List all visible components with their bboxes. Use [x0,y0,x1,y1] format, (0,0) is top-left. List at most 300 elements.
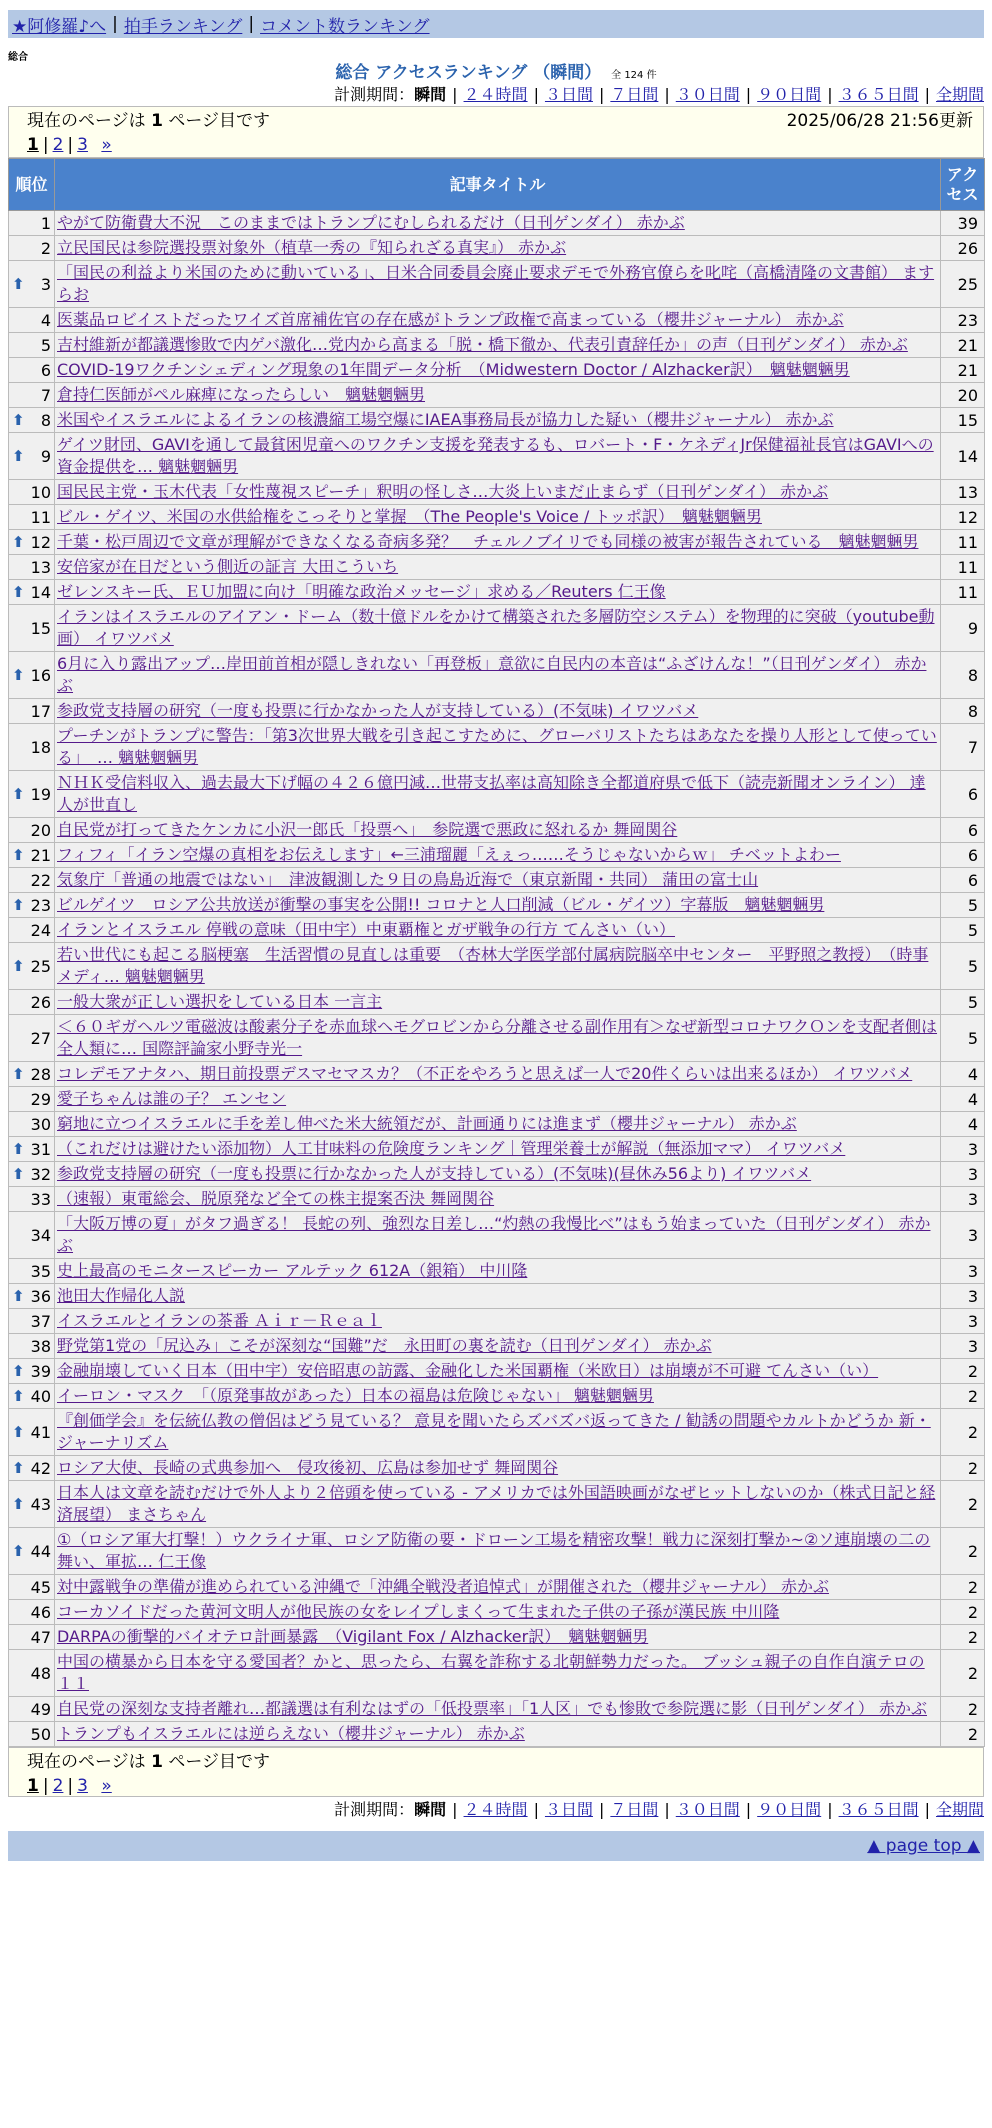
rank-up-arrow-icon: ⬆ [12,1287,25,1305]
table-row [9,1650,985,1697]
table-row [9,699,985,724]
ranking-table [8,158,985,1747]
period-separator: | [533,1800,539,1819]
rank-up-arrow-icon: ⬆ [12,957,25,975]
page-status-number: 1 [151,111,163,131]
table-row [9,893,985,918]
rank-cell [9,530,55,555]
rank-number: 46 [30,1602,51,1622]
table-row [9,261,985,308]
rank-cell [9,1162,55,1187]
period-option-link[interactable]: ７日間 [610,1800,659,1819]
access-count: 3 [941,1259,985,1284]
title-cell [55,1650,941,1697]
table-row [9,652,985,699]
pager-page-link[interactable]: 3 [77,135,88,155]
period-current: 瞬間 [414,85,447,104]
rank-cell [9,1112,55,1137]
table-row [9,771,985,818]
access-count: 2 [941,1456,985,1481]
article-title-link[interactable]: ＜６０ギガヘルツ電磁波は酸素分子を赤血球ヘモグロビンから分離させる副作用有＞なぜ新型コロナワクＯンを支配者側は全人類に… 国際評論家小野寺光一 [57,1017,938,1058]
table-row [9,1409,985,1456]
title-cell [55,1284,941,1309]
footer-bar [8,1831,984,1861]
period-separator: | [452,1800,458,1819]
article-title-link[interactable]: 一般大衆が正しい選択をしている日本 一言主 [57,992,383,1011]
title-cell [55,1359,941,1384]
title-cell [55,1722,941,1747]
rank-up-arrow-icon: ⬆ [12,666,25,684]
title-cell [55,1697,941,1722]
title-cell [55,1481,941,1528]
rank-up-arrow-icon: ⬆ [12,583,25,601]
rank-cell [9,505,55,530]
rank-up-arrow-icon: ⬆ [12,533,25,551]
rank-number: 44 [30,1541,51,1561]
access-count: 5 [941,990,985,1015]
title-cell [55,1384,941,1409]
article-title-link[interactable]: DARPAの衝撃的バイオテロ計画暴露 （Vigilant Fox / Alzhacker訳） 魑魅魍魎男 [57,1627,649,1646]
period-separator: | [827,85,833,104]
article-title-link[interactable]: 対中露戦争の準備が進められている沖縄で「沖縄全戦没者追悼式」が開催された（櫻井ジャーナル） 赤かぶ [57,1577,829,1596]
table-row [9,580,985,605]
table-row [9,408,985,433]
nav-separator: | [248,14,255,34]
period-separator: | [827,1800,833,1819]
table-row [9,1697,985,1722]
period-option-link[interactable]: ３日間 [544,85,593,104]
article-title-link[interactable]: 『創価学会』を伝統仏教の僧侶はどう見ている？ 意見を聞いたらズバズバ返ってきた / 勧誘の問題やカルトかどうか 新・ジャーナリズム [57,1411,931,1452]
article-title-link[interactable]: やがて防衛費大不況 このままではトランプにむしられるだけ（日刊ゲンダイ） 赤かぶ [57,213,685,232]
rank-number: 40 [30,1386,51,1406]
table-row [9,383,985,408]
page-title: 総合 アクセスランキング （瞬間） [335,63,602,83]
table-row [9,1625,985,1650]
access-count: 2 [941,1409,985,1456]
pager-separator: | [67,135,74,155]
article-title-link[interactable]: 中国の横暴から日本を守る愛国者？かと、思ったら、右翼を詐称する北朝鮮勢力だった。 ブッシュ親子の自作自演テロの１１ [57,1652,925,1693]
title-cell [55,1309,941,1334]
rank-cell [9,1087,55,1112]
access-count: 2 [941,1384,985,1409]
rank-cell [9,358,55,383]
rank-number: 1 [40,213,51,233]
table-row [9,1015,985,1062]
rank-number: 14 [30,582,51,602]
article-title-link[interactable]: 気象庁「普通の地震ではない」 津波観測した９日の鳥島近海で（東京新聞・共同） 蒲田の富士山 [57,870,759,889]
rank-cell [9,990,55,1015]
access-count: 6 [941,868,985,893]
period-option-link[interactable]: ３６５日間 [838,1800,919,1819]
title-cell [55,1137,941,1162]
title-cell [55,383,941,408]
title-cell [55,1528,941,1575]
period-option-link[interactable]: 全期間 [935,85,984,104]
table-row [9,724,985,771]
rank-up-arrow-icon: ⬆ [12,896,25,914]
title-cell [55,605,941,652]
access-count: 2 [941,1600,985,1625]
article-title-link[interactable]: 金融崩壊していく日本（田中宇）安倍昭恵の訪露、金融化した米国覇権（米欧日）は崩壊が不可避 てんさい（い） [57,1361,879,1380]
rank-number: 5 [40,335,51,355]
rank-number: 15 [30,618,51,638]
access-count: 7 [941,724,985,771]
rank-cell [9,918,55,943]
access-count: 5 [941,943,985,990]
rank-cell [9,433,55,480]
comment-ranking-link[interactable]: コメント数ランキング [260,16,430,37]
title-cell [55,1162,941,1187]
rank-cell [9,333,55,358]
page-status-prefix: 現在のページは [27,1752,146,1772]
title-cell [55,211,941,236]
table-row [9,843,985,868]
rank-cell [9,1137,55,1162]
pager-page-link[interactable]: 2 [52,135,64,155]
pager-page-link[interactable]: 3 [77,1776,88,1796]
rank-number: 10 [30,482,51,502]
rank-number: 48 [30,1663,51,1683]
title-cell [55,990,941,1015]
period-option-link[interactable]: ３０日間 [675,85,740,104]
table-row [9,505,985,530]
title-cell [55,261,941,308]
rank-cell [9,1528,55,1575]
article-title-link[interactable]: （速報）東電総会、脱原発など全ての株主提案否決 舞岡関谷 [57,1189,495,1208]
rank-cell [9,1481,55,1528]
page-title-line [8,62,984,84]
period-option-link[interactable]: ２４時間 [463,1800,528,1819]
rank-number: 49 [30,1699,51,1719]
rank-number: 23 [30,895,51,915]
article-title-link[interactable]: 吉村維新が都議選惨敗で内ゲバ激化…党内から高まる「脱・橋下徹か、代表引責辞任か」の声（日刊ゲンダイ） 赤かぶ [57,335,908,354]
total-count: 全 124 件 [611,70,657,81]
pager-box-bottom [8,1747,984,1797]
period-separator: | [598,1800,605,1819]
rank-cell [9,893,55,918]
access-count: 2 [941,1697,985,1722]
rank-number: 36 [30,1286,51,1306]
rank-number: 3 [40,274,51,294]
article-title-link[interactable]: 池田大作帰化人説 [57,1286,186,1305]
period-separator: | [598,85,605,104]
rank-number: 45 [30,1577,51,1597]
access-count: 20 [941,383,985,408]
title-cell [55,1600,941,1625]
article-title-link[interactable]: 参政党支持層の研究（一度も投票に行かなかった人が支持している）(不気味) イワツバメ [57,701,699,720]
article-title-link[interactable]: 医薬品ロビイストだったワイズ首席補佐官の存在感がトランプ政権で高まっている（櫻井ジャーナル） 赤かぶ [57,310,844,329]
clap-ranking-link[interactable]: 拍手ランキング [123,16,243,37]
rank-cell [9,480,55,505]
article-title-link[interactable]: 自民党の深刻な支持者離れ…都議選は有利なはずの「低投票率」「1人区」でも惨敗で参院選に影（日刊ゲンダイ） 赤かぶ [57,1699,927,1718]
table-row [9,1187,985,1212]
title-cell [55,893,941,918]
rank-number: 4 [40,310,51,330]
rank-up-arrow-icon: ⬆ [12,1459,25,1477]
rank-cell [9,771,55,818]
pager-next-link[interactable]: » [101,1776,112,1796]
period-label: 計測期間： [334,85,415,104]
pager-box [8,106,984,158]
article-title-link[interactable]: コレデモアナタハ、期日前投票デスマセマスカ？（不正をやろうと思えば一人で20件くらいは出来るほか） イワツバメ [57,1064,913,1083]
rank-up-arrow-icon: ⬆ [12,275,25,293]
period-separator: | [664,1800,670,1819]
rank-cell [9,383,55,408]
page-status-suffix: ページ目です [168,111,270,131]
article-title-link[interactable]: ゼレンスキー氏、ＥＵ加盟に向け「明確な政治メッセージ」求める／Reuters 仁王像 [57,582,666,601]
article-title-link[interactable]: 史上最高のモニタースピーカー アルテック 612A（銀箱） 中川隆 [57,1261,528,1280]
rank-cell [9,1359,55,1384]
rank-cell [9,843,55,868]
table-row [9,1481,985,1528]
rank-cell [9,1575,55,1600]
access-count: 2 [941,1481,985,1528]
rank-cell [9,1384,55,1409]
table-row [9,358,985,383]
period-current: 瞬間 [414,1800,447,1819]
access-count: 3 [941,1137,985,1162]
access-count: 3 [941,1334,985,1359]
article-title-link[interactable]: 若い世代にも起こる脳梗塞 生活習慣の見直しは重要 （杏林大学医学部付属病院脳卒中センター 平野照之教授） （時事メディ… 魑魅魍魎男 [57,945,929,986]
article-title-link[interactable]: 参政党支持層の研究（一度も投票に行かなかった人が支持している）(不気味)(昼休み56より) イワツバメ [57,1164,812,1183]
access-count: 39 [941,211,985,236]
article-title-link[interactable]: イーロン・マスク 「（原発事故があった）日本の福島は危険じゃない」 魑魅魍魎男 [57,1386,654,1405]
title-cell [55,555,941,580]
article-title-link[interactable]: 「国民の利益より米国のために動いている」、日米合同委員会廃止要求デモで外務官僚らを叱咤（高橋清隆の文書館） ますらお [57,263,935,304]
period-option-link[interactable]: ２４時間 [463,85,528,104]
category-label: 総合 [8,52,28,63]
rank-up-arrow-icon: ⬆ [12,1165,25,1183]
period-option-link[interactable]: ９０日間 [757,85,822,104]
access-count: 5 [941,1015,985,1062]
rank-cell [9,1062,55,1087]
rank-number: 26 [30,992,51,1012]
top-nav-bar [8,10,984,38]
article-title-link[interactable]: ＮＨＫ受信料収入、過去最大下げ幅の４２６億円減…世帯支払率は高知除き全都道府県で低下（読売新聞オンライン） 達人が世直し [57,773,926,814]
article-title-link[interactable]: フィフィ「イラン空爆の真相をお伝えします」←三浦瑠麗「えぇっ……そうじゃないからｗ」 チベットよわー [57,845,841,864]
title-cell [55,724,941,771]
rank-number: 28 [30,1064,51,1084]
title-cell [55,505,941,530]
title-cell [55,1087,941,1112]
article-title-link[interactable]: ロシア大使、長崎の式典参加へ 侵攻後初、広島は参加せず 舞岡関谷 [57,1458,559,1477]
page-top-link[interactable]: ▲ page top ▲ [867,1836,980,1856]
article-title-link[interactable]: ①（ロシア軍大打撃！）ウクライナ軍、ロシア防衛の要・ドローン工場を精密攻撃！戦力に深刻打撃か~②ソ連崩壊の二の舞い、軍拡… 仁王像 [57,1530,931,1571]
table-row [9,480,985,505]
title-cell [55,943,941,990]
rank-cell [9,943,55,990]
access-count: 15 [941,408,985,433]
title-cell [55,1259,941,1284]
period-separator: | [924,85,930,104]
access-count: 8 [941,652,985,699]
period-separator: | [452,85,458,104]
access-count: 9 [941,605,985,652]
period-option-link[interactable]: ３０日間 [675,1800,740,1819]
pager-status-row [27,109,973,133]
page-status [27,109,270,133]
article-title-link[interactable]: 6月に入り露出アップ…岸田前首相が隠しきれない「再登板」意欲に自民内の本音は“ふざけんな！”（日刊ゲンダイ） 赤かぶ [57,654,927,695]
article-title-link[interactable]: 窮地に立つイスラエルに手を差し伸べた米大統領だが、計画通りには進まず（櫻井ジャーナル） 赤かぶ [57,1114,797,1133]
rank-cell [9,1697,55,1722]
rank-number: 38 [30,1336,51,1356]
article-title-link[interactable]: トランプもイスラエルには逆らえない（櫻井ジャーナル） 赤かぶ [57,1724,525,1743]
title-cell [55,1625,941,1650]
rank-cell [9,1259,55,1284]
article-title-link[interactable]: 立民国民は参院選投票対象外（植草一秀の『知られざる真実』） 赤かぶ [57,238,567,257]
title-cell [55,333,941,358]
rank-up-arrow-icon: ⬆ [12,1423,25,1441]
period-option-link[interactable]: ７日間 [610,85,659,104]
access-count: 2 [941,1359,985,1384]
table-row [9,1212,985,1259]
rank-cell [9,1650,55,1697]
title-cell [55,818,941,843]
page-status-number: 1 [151,1752,163,1772]
title-cell [55,408,941,433]
rank-number: 12 [30,532,51,552]
table-row [9,943,985,990]
title-cell [55,308,941,333]
rank-up-arrow-icon: ⬆ [12,411,25,429]
access-count: 11 [941,555,985,580]
table-row [9,1162,985,1187]
rank-number: 50 [30,1724,51,1744]
access-count: 4 [941,1087,985,1112]
rank-number: 42 [30,1458,51,1478]
article-title-link[interactable]: 国民民主党・玉木代表「女性蔑視スピーチ」釈明の怪しさ…大炎上いまだ止まらず（日刊ゲンダイ） 赤かぶ [57,482,829,501]
access-count: 6 [941,771,985,818]
title-cell [55,358,941,383]
access-count: 3 [941,1187,985,1212]
access-count: 13 [941,480,985,505]
pager-current-page: 1 [27,1776,39,1796]
period-option-link[interactable]: 全期間 [935,1800,984,1819]
title-cell [55,843,941,868]
rank-cell [9,818,55,843]
table-header-row [9,159,985,211]
article-title-link[interactable]: ゲイツ財団、GAVIを通して最貧困児童へのワクチン支援を発表するも、ロバート・F・ケネディJr保健福祉長官はGAVIへの資金提供を… 魑魅魍魎男 [57,435,934,476]
rank-number: 32 [30,1164,51,1184]
access-count: 3 [941,1212,985,1259]
pager-separator: | [67,1776,74,1796]
rank-number: 29 [30,1089,51,1109]
table-row [9,236,985,261]
pager-status-row [27,1750,973,1774]
access-count: 5 [941,893,985,918]
access-count: 2 [941,1575,985,1600]
access-count: 4 [941,1112,985,1137]
table-row [9,1137,985,1162]
access-count: 2 [941,1625,985,1650]
rank-up-arrow-icon: ⬆ [12,447,25,465]
table-row [9,1722,985,1747]
rank-cell [9,868,55,893]
rank-number: 11 [30,507,51,527]
table-row [9,1600,985,1625]
pager-current-page: 1 [27,135,39,155]
table-row [9,1309,985,1334]
table-row [9,1575,985,1600]
updated-timestamp: 2025/06/28 21:56更新 [786,111,973,131]
article-title-link[interactable]: イスラエルとイランの茶番 Ａｉｒ－Ｒｅａｌ [57,1311,382,1330]
article-title-link[interactable]: イランはイスラエルのアイアン・ドーム（数十億ドルをかけて構築された多層防空システム）を物理的に突破（youtube動画） イワツバメ [57,607,935,648]
rank-number: 34 [30,1225,51,1245]
period-option-link[interactable]: ９０日間 [757,1800,822,1819]
article-title-link[interactable]: 自民党が打ってきたケンカに小沢一郎氏「投票へ」 参院選で悪政に怒れるか 舞岡関谷 [57,820,678,839]
home-link[interactable]: ★阿修羅♪へ [12,16,107,37]
title-cell [55,652,941,699]
article-title-link[interactable]: プーチンがトランプに警告：「第3次世界大戦を引き起こすために、グローバリストたちはあなたを操り人形として使っている」 … 魑魅魍魎男 [57,726,937,767]
period-option-link[interactable]: ３日間 [544,1800,593,1819]
access-count: 6 [941,843,985,868]
access-count: 2 [941,1650,985,1697]
title-cell [55,530,941,555]
rank-cell [9,408,55,433]
article-title-link[interactable]: イランとイスラエル 停戦の意味（田中宇）中東覇権とガザ戦争の行方 てんさい（い） [57,920,676,939]
access-count: 21 [941,358,985,383]
article-title-link[interactable]: 倉持仁医師がペル麻痺になったらしい 魑魅魍魎男 [57,385,426,404]
article-title-link[interactable]: 千葉・松戸周辺で文章が理解ができなくなる奇病多発？ チェルノブイリでも同様の被害が報告されている 魑魅魍魎男 [57,532,919,551]
page-status [27,1750,270,1774]
access-count: 8 [941,699,985,724]
title-cell [55,1575,941,1600]
article-title-link[interactable]: （これだけは避けたい添加物）人工甘味料の危険度ランキング｜管理栄養士が解説（無添加ママ） イワツバメ [57,1139,846,1158]
rank-cell [9,1334,55,1359]
period-option-link[interactable]: ３６５日間 [838,85,919,104]
article-title-link[interactable]: 安倍家が在日だという側近の証言 大田こういち [57,557,399,576]
rank-number: 13 [30,557,51,577]
title-cell [55,918,941,943]
title-cell [55,1187,941,1212]
rank-number: 39 [30,1361,51,1381]
article-title-link[interactable]: 愛子ちゃんは誰の子？ エンセン [57,1089,287,1108]
pager-links [27,133,973,157]
pager-page-link[interactable]: 2 [52,1776,64,1796]
rank-cell [9,1187,55,1212]
article-title-link[interactable]: 日本人は文章を読むだけで外人より２倍頭を使っている - アメリカでは外国語映画がなぜヒットしないのか（株式日記と経済展望） まさちゃん [57,1483,936,1524]
rank-up-arrow-icon: ⬆ [12,846,25,864]
article-title-link[interactable]: COVID-19ワクチンシェディング現象の1年間データ分析 （Midwestern Doctor / Alzhacker訳） 魑魅魍魎男 [57,360,850,379]
access-count: 3 [941,1284,985,1309]
rank-cell [9,261,55,308]
table-row [9,1359,985,1384]
article-title-link[interactable]: ビルゲイツ ロシア公共放送が衝撃の事実を公開!! コロナと人口削減（ビル・ゲイツ）字幕版 魑魅魍魎男 [57,895,825,914]
rank-up-arrow-icon: ⬆ [12,1542,25,1560]
table-row [9,1334,985,1359]
rank-number: 6 [40,360,51,380]
article-title-link[interactable]: 米国やイスラエルによるイランの核濃縮工場空爆にIAEA事務局長が協力した疑い（櫻井ジャーナル） 赤かぶ [57,410,834,429]
article-title-link[interactable]: 「大阪万博の夏」がタフ過ぎる！ 長蛇の列、強烈な日差し…“灼熱の我慢比べ”はもう始まっていた（日刊ゲンダイ） 赤かぶ [57,1214,931,1255]
rank-number: 30 [30,1114,51,1134]
rank-number: 9 [40,446,51,466]
table-row [9,1087,985,1112]
table-row [9,918,985,943]
pager-next-link[interactable]: » [101,135,112,155]
rank-cell [9,1015,55,1062]
article-title-link[interactable]: コーカソイドだった黄河文明人が他民族の女をレイプしまくって生まれた子供の子孫が漢民族 中川隆 [57,1602,780,1621]
title-cell [55,1062,941,1087]
article-title-link[interactable]: 野党第1党の「尻込み」こそが深刻な“国難”だ 永田町の裏を読む（日刊ゲンダイ） 赤かぶ [57,1336,712,1355]
table-row [9,868,985,893]
rank-cell [9,1456,55,1481]
page-status-prefix: 現在のページは [27,111,146,131]
title-cell [55,1456,941,1481]
title-cell [55,699,941,724]
article-title-link[interactable]: ビル・ゲイツ、米国の水供給権をこっそりと掌握 （The People's Voice / トッポ訳） 魑魅魍魎男 [57,507,762,526]
title-cell [55,1334,941,1359]
pager-separator: | [42,135,49,155]
